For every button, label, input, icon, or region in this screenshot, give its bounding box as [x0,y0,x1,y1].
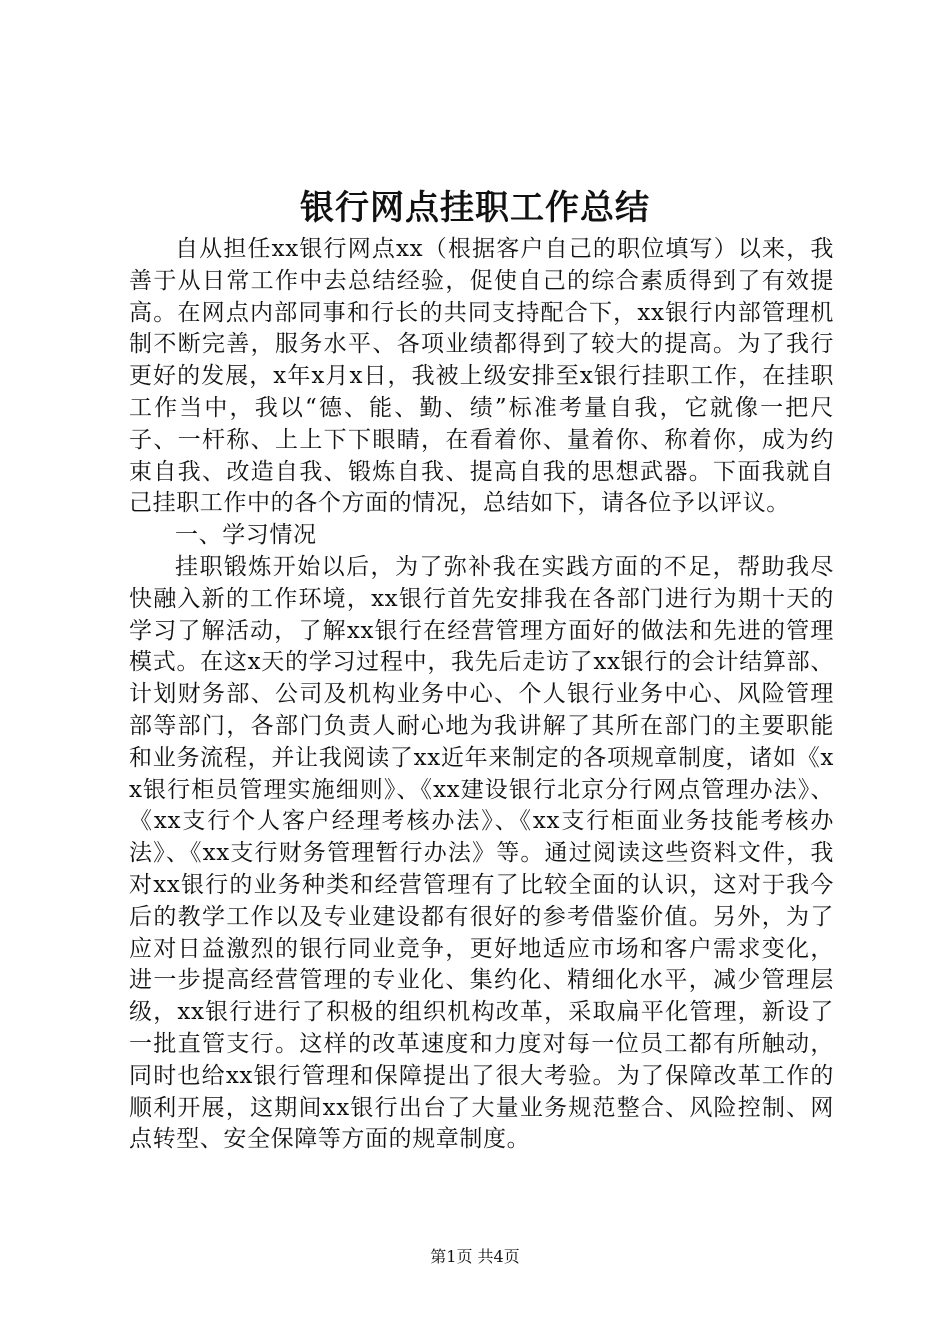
document-body [129,234,834,1156]
page-footer: 第1页 共4页 [430,1247,520,1266]
document-title: 银行网点挂职工作总结 [300,188,650,228]
section-heading-study: 一、学习情况 [175,522,317,549]
paragraph-intro: 自从担任xx银行网点xx（根据客户自己的职位填写）以来，我善于从日常工作中去总结经验，促使自己的综合素质得到了有效提高。在网点内部同事和行长的共同支持配合下，xx银行内部管理机制不断完善，服务水平、各项业绩都得到了较大的提高。为了我行更好的发展，x年x月x日，我被上级安排至x银行挂职工作，在挂职工作当中，我以“德、能、勤、绩”标准考量自我，它就像一把尺子、一杆称、上上下下眼睛，在看着你、量着你、称着你，成为约束自我、改造自我、锻炼自我、提高自我的思想武器。下面我就自己挂职工作中的各个方面的情况，总结如下，请各位予以评议。 [129,236,834,517]
paragraph-study: 挂职锻炼开始以后，为了弥补我在实践方面的不足，帮助我尽快融入新的工作环境，xx银行首先安排我在各部门进行为期十天的学习了解活动，了解xx银行在经营管理方面好的做法和先进的管理模式。在这x天的学习过程中，我先后走访了xx银行的会计结算部、计划财务部、公司及机构业务中心、个人银行业务中心、风险管理部等部门，各部门负责人耐心地为我讲解了其所在部门的主要职能和业务流程，并让我阅读了xx近年来制定的各项规章制度，诸如《xx银行柜员管理实施细则》、《xx建设银行北京分行网点管理办法》、《xx支行个人客户经理考核办法》、《xx支行柜面业务技能考核办法》、《xx支行财务管理暂行办法》等。通过阅读这些资料文件，我对xx银行的业务种类和经营管理有了比较全面的认识，这对于我今后的教学工作以及专业建设都有很好的参考借鉴价值。另外，为了应对日益激烈的银行同业竞争，更好地适应市场和客户需求变化，进一步提高经营管理的专业化、集约化、精细化水平，减少管理层级，xx银行进行了积极的组织机构改革，采取扁平化管理，新设了一批直管支行。这样的改革速度和力度对每一位员工都有所触动，同时也给xx银行管理和保障提出了很大考验。为了保障改革工作的顺利开展，这期间xx银行出台了大量业务规范整合、风险控制、网点转型、安全保障等方面的规章制度。 [129,553,834,1153]
